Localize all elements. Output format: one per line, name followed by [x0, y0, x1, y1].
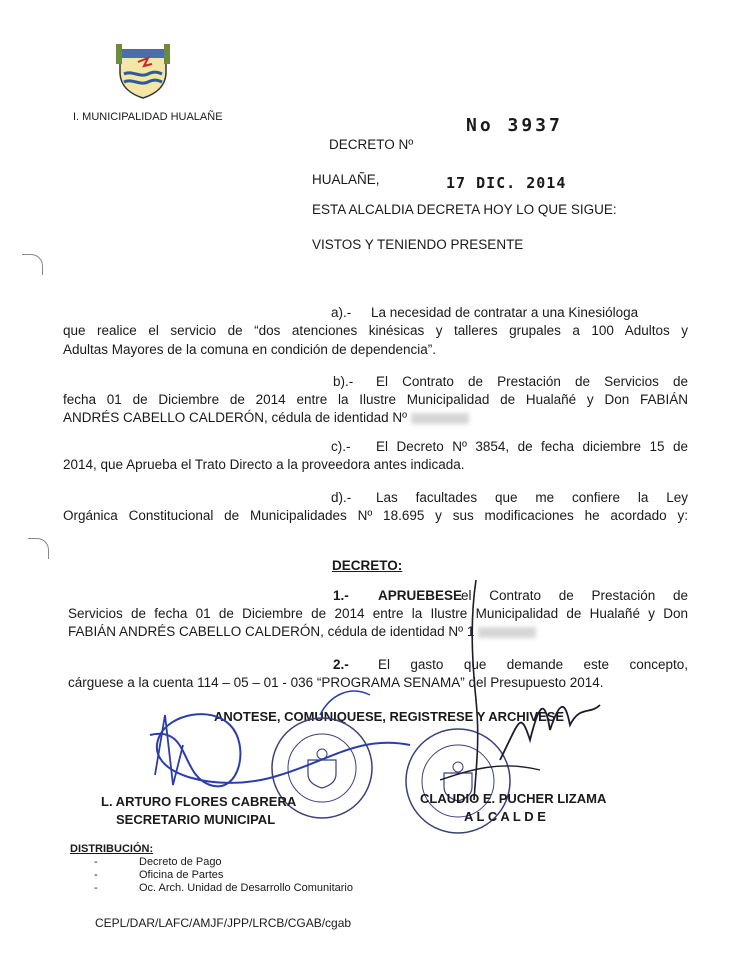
decreto-point1-label: 1.- [333, 588, 349, 603]
secretary-title: SECRETARIO MUNICIPAL [116, 812, 276, 827]
redacted-id [411, 413, 469, 424]
item-a-line1: La necesidad de contratar a una Kinesióloga [371, 305, 639, 320]
item-c-line1: El Decreto Nº 3854, de fecha diciembre 15 de [376, 439, 688, 454]
date-stamp: 17 DIC. 2014 [446, 174, 567, 192]
decreto-point1-line3-text: FABIÁN ANDRÉS CABELLO CALDERÓN, cédula de identidad Nº 1 [68, 624, 475, 639]
distribution-item: - Oc. Arch. Unidad de Desarrollo Comunitario [139, 882, 353, 895]
vistos-heading: VISTOS Y TENIENDO PRESENTE [312, 237, 524, 252]
item-a-line2: que realice el servicio de “dos atenciones kinésicas y talleres grupales a 100 Adultos y [63, 323, 688, 338]
item-b-line3-text: ANDRÉS CABELLO CALDERÓN, cédula de identidad Nº [63, 410, 408, 425]
decreto-point2-line1: El gasto que demande este concepto, [378, 657, 688, 672]
decree-label: DECRETO Nº [329, 137, 414, 152]
item-d-line1: Las facultades que me confiere la Ley [376, 490, 688, 505]
municipality-name: I. MUNICIPALIDAD HUALAÑE [73, 111, 223, 123]
mayor-signature [440, 580, 610, 810]
item-b-label: b).- [333, 374, 354, 389]
decreto-point2-line2: cárguese a la cuenta 114 – 05 – 01 - 036 “PROGRAMA SENAMA” del Presupuesto 2014. [68, 675, 604, 690]
distribution-item: - Decreto de Pago [139, 856, 353, 869]
place: HUALAÑE, [312, 172, 380, 187]
decree-intro: ESTA ALCALDIA DECRETA HOY LO QUE SIGUE: [312, 202, 617, 217]
item-b-line2: fecha 01 de Diciembre de 2014 entre la Ilustre Municipalidad de Hualañé y Don FABIÁN [63, 392, 688, 407]
distribution-heading: DISTRIBUCIÓN: [70, 843, 154, 855]
item-d-line2: Orgánica Constitucional de Municipalidades Nº 18.695 y sus modificaciones he acordado y: [63, 508, 688, 523]
item-a-label: a).- [331, 305, 352, 320]
municipal-crest-logo [116, 44, 170, 100]
closing-formula: ANOTESE, COMUNIQUESE, REGISTRESE Y ARCHIVESE [214, 709, 565, 724]
decreto-heading: DECRETO: [332, 558, 403, 573]
mayor-title: A L C A L D E [464, 809, 546, 824]
punch-mark [28, 538, 49, 559]
mayor-name: CLAUDIO E. PUCHER LIZAMA [420, 791, 607, 806]
item-b-line1: El Contrato de Prestación de Servicios de [376, 374, 688, 389]
item-d-label: d).- [331, 490, 352, 505]
decree-number-stamp: No 3937 [466, 115, 563, 136]
decreto-point2-label: 2.- [333, 657, 349, 672]
decreto-point1-line2: Servicios de fecha 01 de Diciembre de 2014 entre la Ilustre Municipalidad de Hualañé y Don [68, 606, 688, 621]
initials-line: CEPL/DAR/LAFC/AMJF/JPP/LRCB/CGAB/cgab [95, 916, 352, 930]
decreto-point1-approve: APRUEBESE [378, 588, 463, 603]
item-b-line3 [63, 409, 469, 427]
item-a-line3: Adultas Mayores de la comuna en condición de dependencia”. [63, 342, 436, 357]
item-c-label: c).- [331, 439, 351, 454]
secretary-name: L. ARTURO FLORES CABRERA [101, 794, 297, 809]
item-c-line2: 2014, que Aprueba el Trato Directo a la proveedora antes indicada. [63, 457, 465, 472]
distribution-item: - Oficina de Partes [139, 869, 353, 882]
distribution-list [139, 856, 353, 895]
decreto-point1-line1: el Contrato de Prestación de [461, 588, 688, 603]
punch-mark [22, 254, 43, 275]
